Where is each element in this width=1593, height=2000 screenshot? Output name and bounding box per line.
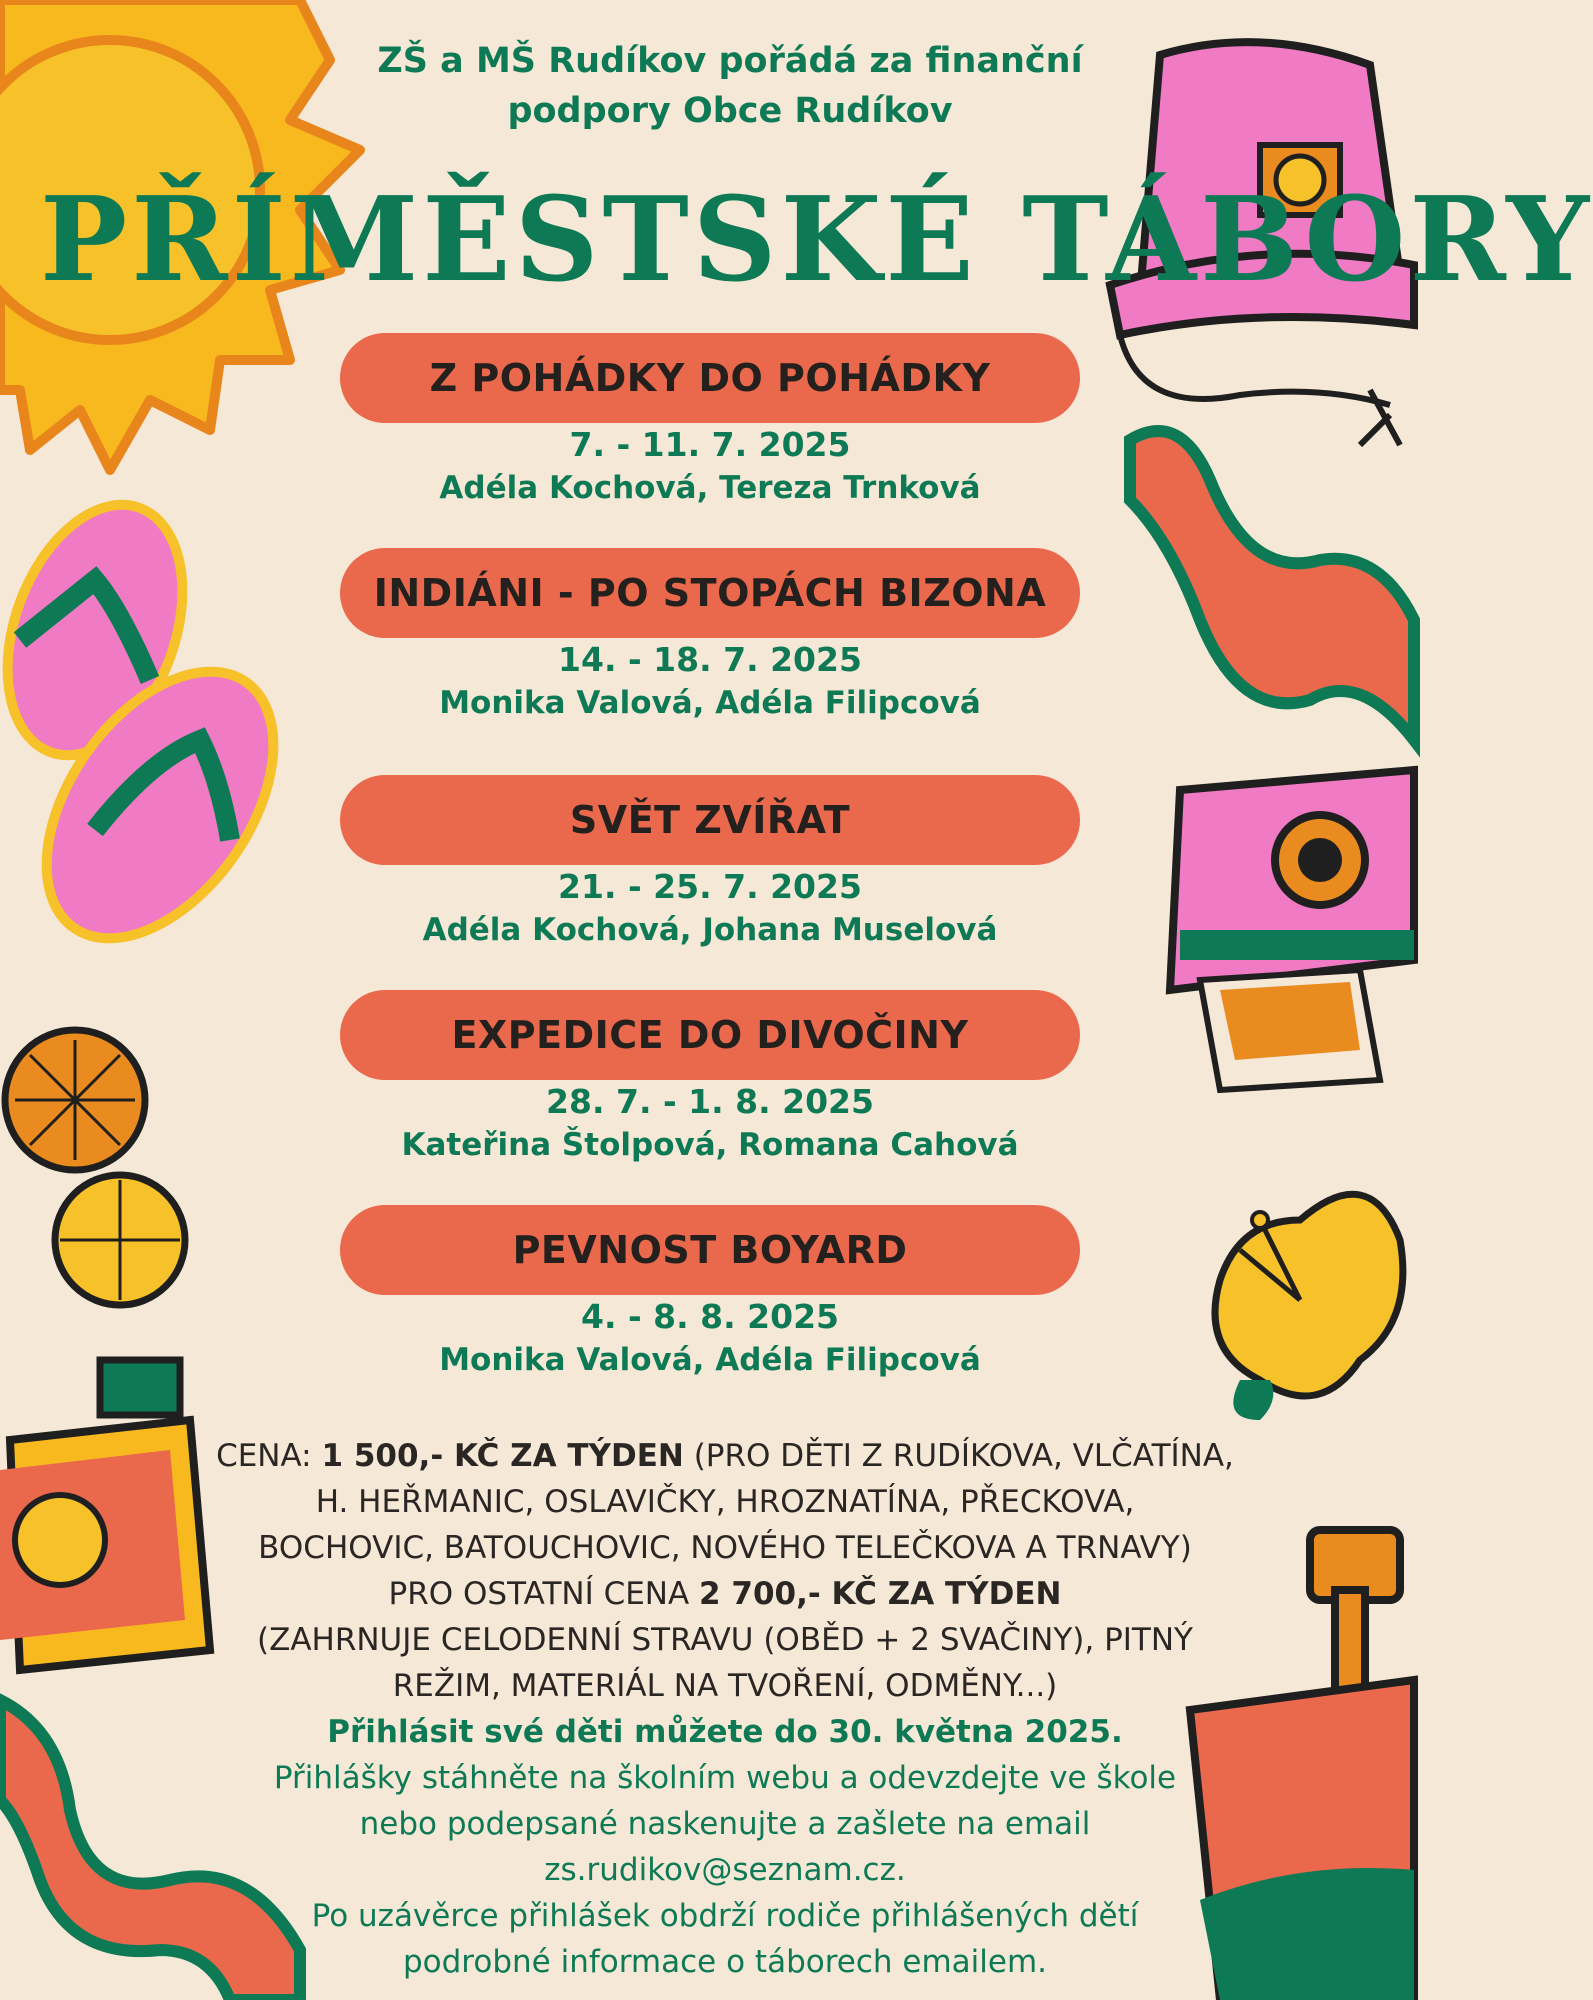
camp-name: EXPEDICE DO DIVOČINY — [340, 990, 1080, 1080]
camp-block — [330, 775, 1090, 951]
camp-name: Z POHÁDKY DO POHÁDKY — [340, 333, 1080, 423]
includes-1: (ZAHRNUJE CELODENNÍ STRAVU (OBĚD + 2 SVAČINY), PITNÝ — [256, 1622, 1193, 1658]
closing-note-2: podrobné informace o táborech emailem. — [402, 1944, 1048, 1980]
camp-block — [330, 548, 1090, 724]
local-price: 1 500,- KČ ZA TÝDEN — [321, 1438, 684, 1474]
camp-block — [330, 1205, 1090, 1381]
camp-block — [330, 333, 1090, 509]
camp-leaders: Adéla Kochová, Tereza Trnková — [439, 470, 981, 506]
registration-email[interactable]: zs.rudikov@seznam.cz. — [544, 1852, 906, 1888]
local-note-2: H. HEŘMANIC, OSLAVIČKY, HROZNATÍNA, PŘECKOVA, — [315, 1484, 1135, 1520]
camp-date: 7. - 11. 7. 2025 — [569, 425, 851, 464]
closing-note-1: Po uzávěrce přihlášek obdrží rodiče přihlášených dětí — [311, 1898, 1139, 1934]
oranges-illustration — [0, 1030, 200, 1320]
organizer-header — [300, 36, 1160, 136]
camp-name: PEVNOST BOYARD — [340, 1205, 1080, 1295]
camp-date: 21. - 25. 7. 2025 — [558, 867, 862, 906]
registration-deadline: Přihlásit své děti můžete do 30. května 2025. — [327, 1714, 1123, 1750]
poster-title: PŘÍMĚSTSKÉ TÁBORY — [40, 172, 1593, 308]
registration-info-1: Přihlášky stáhněte na školním webu a odevzdejte ve škole — [273, 1760, 1177, 1796]
flip-flops-illustration — [0, 520, 290, 990]
price-line-other — [200, 1571, 1250, 1617]
local-note-1: (PRO DĚTI Z RUDÍKOVA, VLČATÍNA, — [683, 1438, 1234, 1474]
camp-leaders: Monika Valová, Adéla Filipcová — [439, 1342, 981, 1378]
registration-info-2: nebo podepsané naskenujte a zašlete na email — [359, 1806, 1091, 1842]
wave-ribbon-right — [1120, 420, 1414, 750]
camp-leaders: Adéla Kochová, Johana Muselová — [422, 912, 998, 948]
camp-leaders: Kateřina Štolpová, Romana Cahová — [401, 1127, 1019, 1163]
other-price: 2 700,- KČ ZA TÝDEN — [699, 1576, 1062, 1612]
camp-leaders: Monika Valová, Adéla Filipcová — [439, 685, 981, 721]
camp-block — [330, 990, 1090, 1166]
camp-date: 28. 7. - 1. 8. 2025 — [546, 1082, 874, 1121]
hibiscus-flower-illustration — [1200, 1160, 1414, 1430]
pricing-and-registration — [200, 1433, 1250, 1985]
camp-date: 14. - 18. 7. 2025 — [558, 640, 862, 679]
other-label: PRO OSTATNÍ CENA — [388, 1576, 700, 1612]
organizer-line-2: podpory Obce Rudíkov — [507, 91, 953, 131]
camera-illustration — [1140, 760, 1414, 1100]
local-note-3: BOCHOVIC, BATOUCHOVIC, NOVÉHO TELEČKOVA A TRNAVY) — [258, 1530, 1192, 1566]
sunscreen-bottle-illustration — [0, 1350, 230, 1680]
includes-2: REŽIM, MATERIÁL NA TVOŘENÍ, ODMĚNY...) — [392, 1668, 1058, 1704]
price-line-1 — [200, 1433, 1250, 1479]
camp-name: SVĚT ZVÍŘAT — [340, 775, 1080, 865]
camp-name: INDIÁNI - PO STOPÁCH BIZONA — [340, 548, 1080, 638]
price-label: CENA: — [216, 1438, 322, 1474]
organizer-line-1: ZŠ a MŠ Rudíkov pořádá za finanční — [377, 41, 1083, 81]
camp-date: 4. - 8. 8. 2025 — [581, 1297, 839, 1336]
